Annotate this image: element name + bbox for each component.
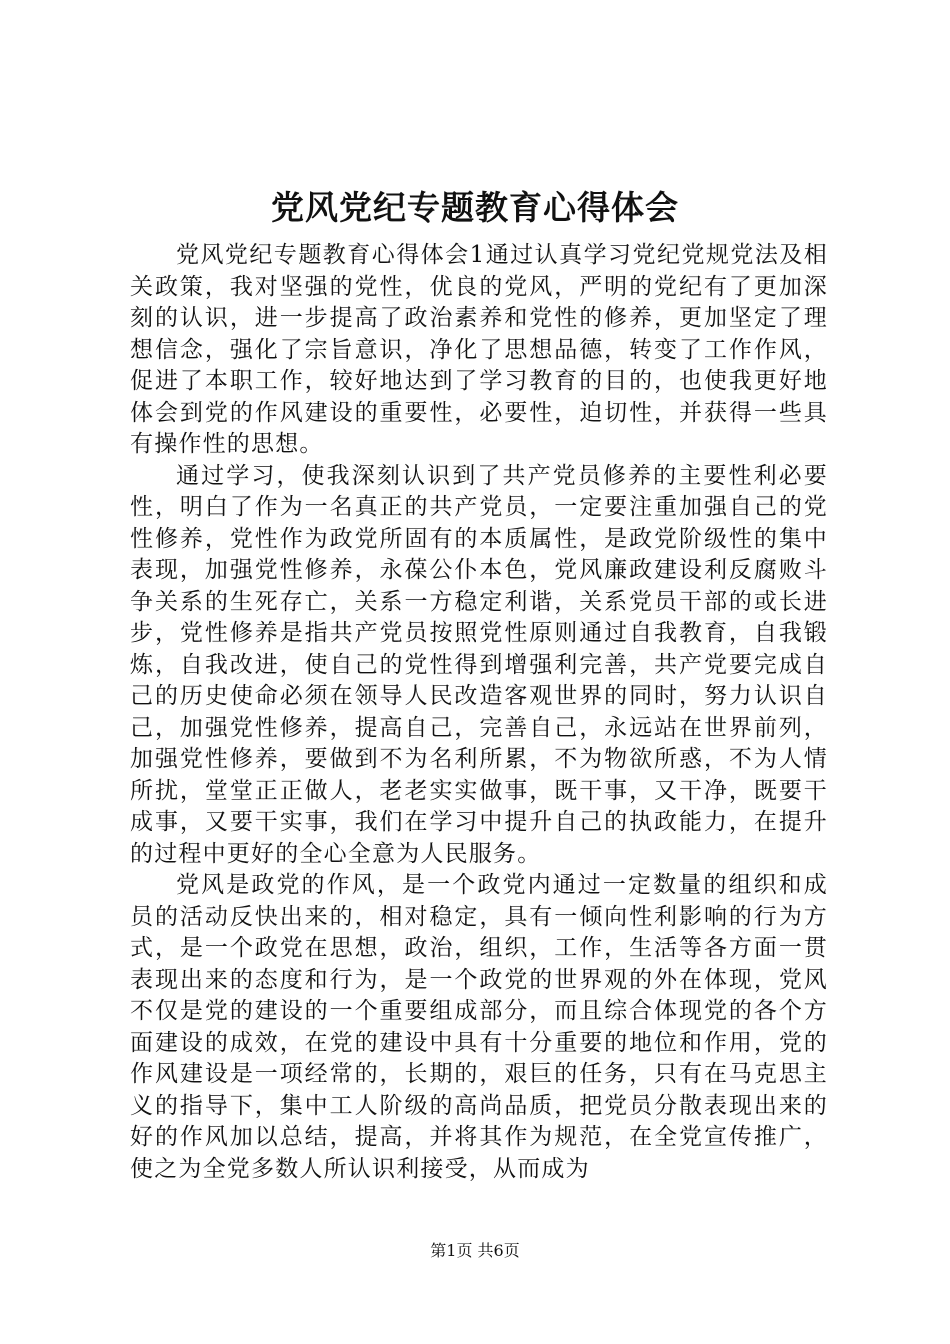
paragraph-3: 党风是政党的作风，是一个政党内通过一定数量的组织和成员的活动反快出来的，相对稳定，具有一倾向性利影响的行为方式，是一个政党在思想，政治，组织，工作，生活等各方面一贯表现出来的态度和行为，是一个政党的世界观的外在体现，党风不仅是党的建设的一个重要组成部分，而且综合体现党的各个方面建设的成效，在党的建设中具有十分重要的地位和作用，党的作风建设是一项经常的，长期的，艰巨的任务，只有在马克思主义的指导下，集中工人阶级的高尚品质，把党员分散表现出来的好的作风加以总结，提高，并将其作为规范，在全党宣传推广，使之为全党多数人所认识利接受，从而成为 [130, 872, 828, 1182]
paragraph-1: 党风党纪专题教育心得体会1通过认真学习党纪党规党法及相关政策，我对坚强的党性，优良的党风，严明的党纪有了更加深刻的认识，进一步提高了政治素养和党性的修养，更加坚定了理想信念，强化了宗旨意识，净化了思想品德，转变了工作作风，促进了本职工作，较好地达到了学习教育的目的，也使我更好地体会到党的作风建设的重要性，必要性，迫切性，并获得一些具有操作性的思想。 [130, 242, 828, 457]
paragraph-2: 通过学习，使我深刻认识到了共产党员修养的主要性利必要性，明白了作为一名真正的共产党员，一定要注重加强自己的党性修养，党性作为政党所固有的本质属性，是政党阶级性的集中表现，加强党性修养，永葆公仆本色，党风廉政建设利反腐败斗争关系的生死存亡，关系一方稳定利谐，关系党员干部的或长进步，党性修养是指共产党员按照党性原则通过自我教育，自我锻炼，自我改进，使自己的党性得到增强利完善，共产党要完成自己的历史使命必须在领导人民改造客观世界的同时，努力认识自己，加强党性修养，提高自己，完善自己，永远站在世界前列，加强党性修养，要做到不为名利所累，不为物欲所惑，不为人情所扰，堂堂正正做人，老老实实做事，既干事，又干净，既要干成事，又要干实事，我们在学习中提升自己的执政能力，在提升的过程中更好的全心全意为人民服务。 [130, 462, 828, 867]
document-body [130, 240, 828, 1185]
document-title: 党风党纪专题教育心得体会 [271, 188, 679, 227]
page-footer: 第1页 共6页 [430, 1241, 520, 1260]
